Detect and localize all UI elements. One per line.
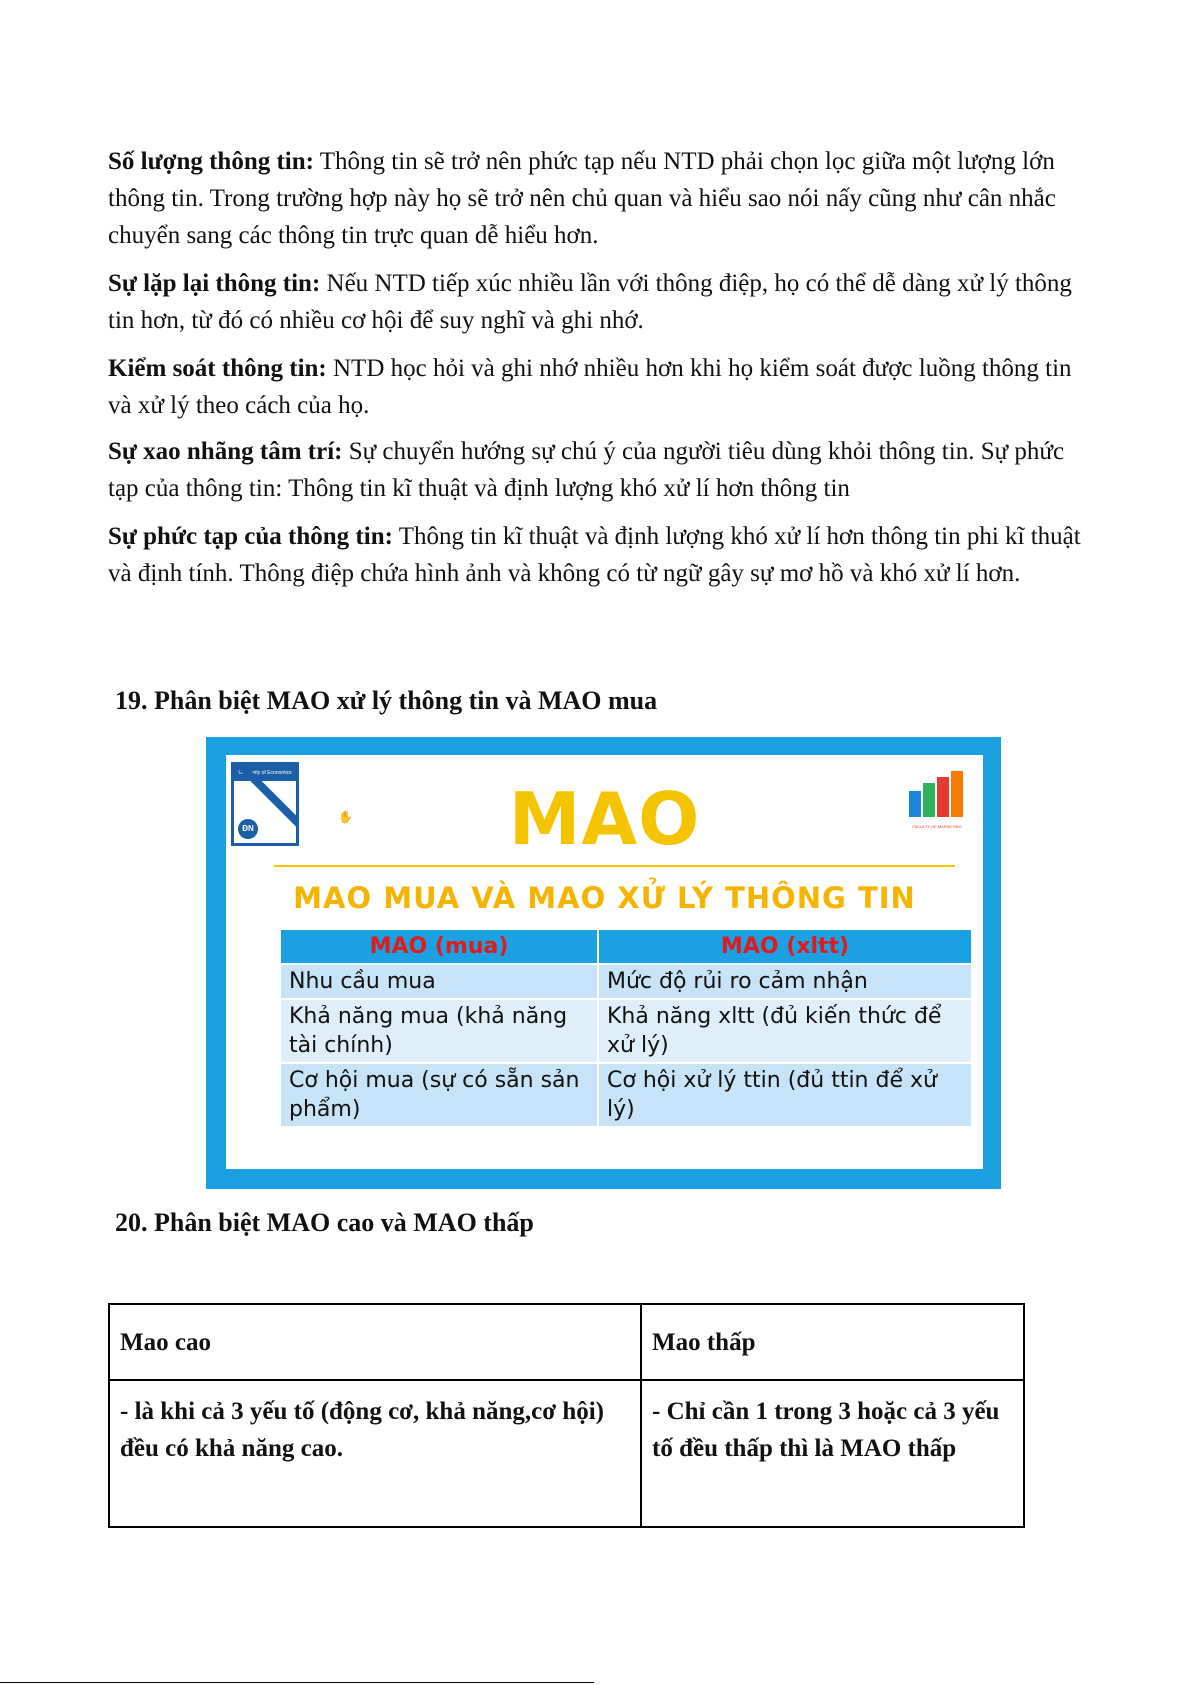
mao-comparison-table xyxy=(281,930,973,1126)
paragraph-kiem-soat-thong-tin xyxy=(108,350,1098,424)
logo-bar xyxy=(909,791,921,817)
paragraph-label: Số lượng thông tin: xyxy=(108,148,314,175)
mao-slide-image xyxy=(206,737,1001,1189)
table-row xyxy=(281,1063,972,1126)
paragraph-label: Kiểm soát thông tin: xyxy=(108,355,327,382)
section-20-heading: 20. Phân biệt MAO cao và MAO thấp xyxy=(115,1208,534,1237)
table-header-mao-thap: Mao thấp xyxy=(641,1304,1024,1380)
table-cell: Cơ hội xử lý ttin (đủ ttin để xử lý) xyxy=(598,1063,972,1126)
paragraph-su-phuc-tap-cua-thong-tin xyxy=(108,518,1098,592)
table-header-row xyxy=(281,930,972,964)
mao-cao-thap-table xyxy=(108,1303,1025,1528)
slide-canvas xyxy=(226,755,983,1169)
paragraph-so-luong-thong-tin xyxy=(108,143,1098,254)
table-row xyxy=(109,1380,1024,1527)
paragraph-label: Sự lặp lại thông tin: xyxy=(108,270,321,297)
table-row xyxy=(281,999,972,1063)
table-cell: Khả năng xltt (đủ kiến thức để xử lý) xyxy=(598,999,972,1063)
paragraph-text: Sự chuyển hướng sự chú ý của người tiêu dùng khỏi thông tin. Sự phức tạp của thông tin: Thông tin kĩ thuật và định lượng khó xử lí hơn thông tin xyxy=(108,438,1065,502)
table-header-mao-mua: MAO (mua) xyxy=(281,930,598,964)
slide-subtitle: MAO MUA VÀ MAO XỬ LÝ THÔNG TIN xyxy=(293,881,916,915)
faculty-marketing-logo xyxy=(909,775,965,835)
university-logo-badge: ĐN xyxy=(238,819,258,839)
logo-bar xyxy=(951,771,963,817)
paragraph-label: Sự xao nhãng tâm trí: xyxy=(108,438,343,465)
logo-bar xyxy=(923,783,935,817)
paragraph-label: Sự phức tạp của thông tin: xyxy=(108,523,393,550)
logo-bar xyxy=(937,777,949,817)
table-cell: Nhu cầu mua xyxy=(281,964,598,999)
table-header-row xyxy=(109,1304,1024,1380)
hand-icon: ✋ xyxy=(338,810,353,824)
table-header-mao-xltt: MAO (xltt) xyxy=(598,930,972,964)
table-cell: Cơ hội mua (sự có sẵn sản phẩm) xyxy=(281,1063,598,1126)
section-19-heading: 19. Phân biệt MAO xử lý thông tin và MAO mua xyxy=(115,686,658,715)
slide-divider xyxy=(274,865,955,867)
paragraph-text: Thông tin sẽ trở nên phức tạp nếu NTD phải chọn lọc giữa một lượng lớn thông tin. Trong trường hợp này họ sẽ trở nên chủ quan và hiểu sao nói nấy cũng như cân nhắc chuyển sang các thông tin trực quan dễ hiểu hơn. xyxy=(108,148,1056,249)
table-row xyxy=(281,964,972,999)
university-logo-text: University of Economics xyxy=(234,765,296,781)
table-cell: Mức độ rủi ro cảm nhận xyxy=(598,964,972,999)
paragraph-su-xao-nhang-tam-tri xyxy=(108,433,1098,507)
table-cell-mao-thap: - Chỉ cần 1 trong 3 hoặc cả 3 yếu tố đều thấp thì là MAO thấp xyxy=(641,1380,1024,1527)
paragraph-su-lap-lai-thong-tin xyxy=(108,265,1098,339)
paragraph-text: NTD học hỏi và ghi nhớ nhiều hơn khi họ kiểm soát được luồng thông tin và xử lý theo cách của họ. xyxy=(108,355,1072,419)
faculty-marketing-logo-text: FACULTY OF MARKETING xyxy=(912,824,962,829)
slide-title: MAO xyxy=(508,777,701,861)
table-cell: Khả năng mua (khả năng tài chính) xyxy=(281,999,598,1063)
paragraph-text: Nếu NTD tiếp xúc nhiều lần với thông điệp, họ có thể dễ dàng xử lý thông tin hơn, từ đó có nhiều cơ hội để suy nghĩ và ghi nhớ. xyxy=(108,270,1072,334)
table-header-mao-cao: Mao cao xyxy=(109,1304,641,1380)
paragraph-text: Thông tin kĩ thuật và định lượng khó xử lí hơn thông tin phi kĩ thuật và định tính. Thông điệp chứa hình ảnh và không có từ ngữ gây sự mơ hồ và khó xử lí hơn. xyxy=(108,523,1081,587)
table-cell-mao-cao: - là khi cả 3 yếu tố (động cơ, khả năng,cơ hội) đều có khả năng cao. xyxy=(109,1380,641,1527)
footer-divider xyxy=(0,1682,594,1683)
